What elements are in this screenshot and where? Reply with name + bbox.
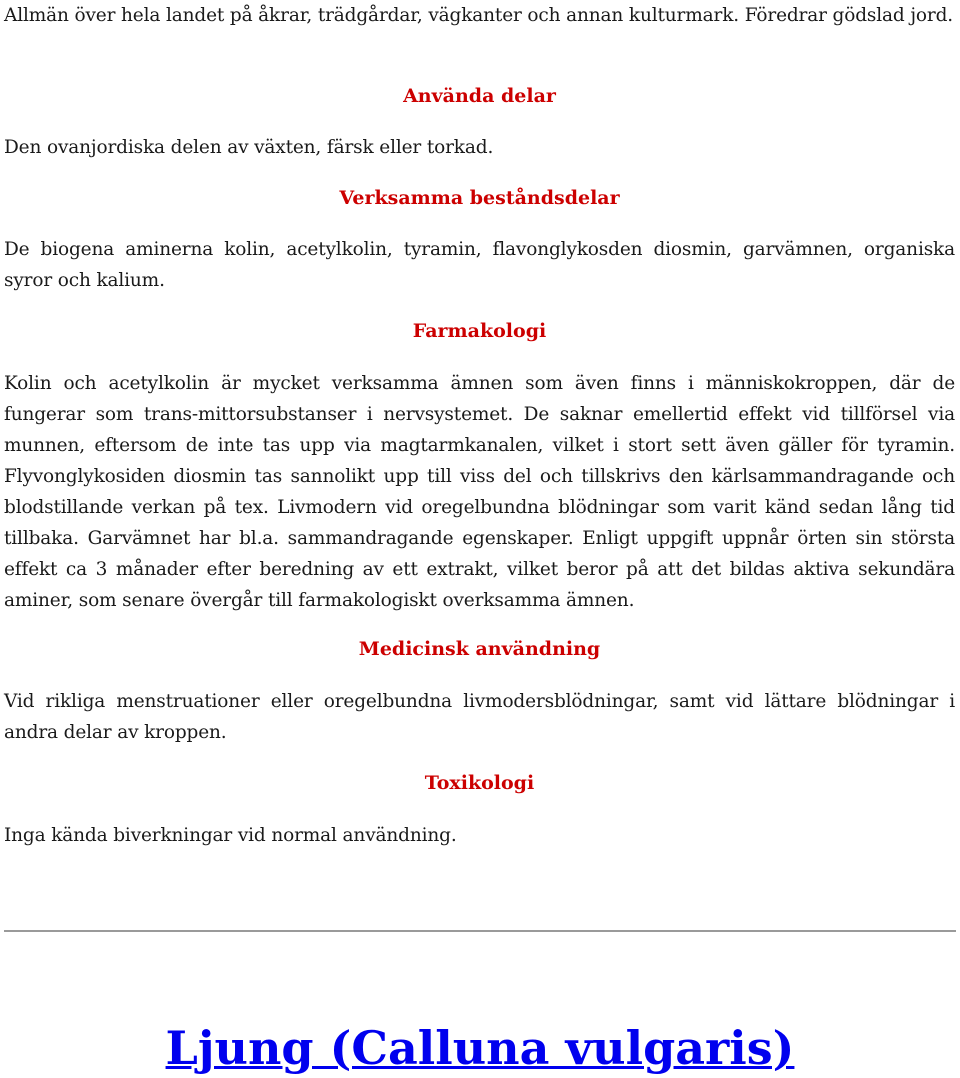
heading-pharmacology: Farmakologi — [412, 320, 547, 342]
heading-medical-use: Medicinsk användning — [358, 638, 601, 660]
next-entry-heading — [0, 1018, 960, 1078]
used-parts-paragraph: Den ovanjordiska delen av växten, färsk eller torkad. — [4, 137, 494, 158]
heading-used-parts: Använda delar — [403, 85, 556, 107]
heading-toxicology: Toxikologi — [424, 772, 535, 794]
intro-paragraph: Allmän över hela landet på åkrar, trädgårdar, vägkanter och annan kulturmark. Föredrar gödslad jord. — [4, 5, 954, 26]
active-constituents-paragraph: De biogena aminerna kolin, acetylkolin, tyramin, flavonglykosden diosmin, garvämnen, organiska syror och kalium. — [4, 239, 955, 291]
pharmacology-paragraph: Kolin och acetylkolin är mycket verksamma ämnen som även finns i människokroppen, där de fungerar som trans-mittorsubstanser i nervsystemet. De saknar emellertid effekt vid tillförsel via munnen, eftersom de inte tas upp via magtarmkanalen, vilket i stort sett även gäller för tyramin. Flyvonglykosiden diosmin tas sannolikt upp till viss del och tillskrivs den kärlsammandragande och blodstillande verkan på tex. Livmodern vid oregelbundna blödningar som varit känd sedan lång tid tillbaka. Garvämnet har bl.a. sammandragande egenskaper. Enligt uppgift uppnår örten sin största effekt ca 3 månader efter beredning av ett extrakt, vilket beror på att det bildas aktiva sekundära aminer, som senare övergår till farmakologiskt overksamma ämnen. — [4, 373, 955, 611]
medical-use-paragraph: Vid rikliga menstruationer eller oregelbundna livmodersblödningar, samt vid lättare blödningar i andra delar av kroppen. — [4, 691, 955, 743]
heading-active-constituents: Verksamma beståndsdelar — [339, 187, 620, 209]
next-entry-link[interactable]: Ljung (Calluna vulgaris) — [165, 1021, 795, 1075]
toxicology-paragraph: Inga kända biverkningar vid normal användning. — [4, 825, 457, 846]
section-divider — [4, 930, 956, 932]
